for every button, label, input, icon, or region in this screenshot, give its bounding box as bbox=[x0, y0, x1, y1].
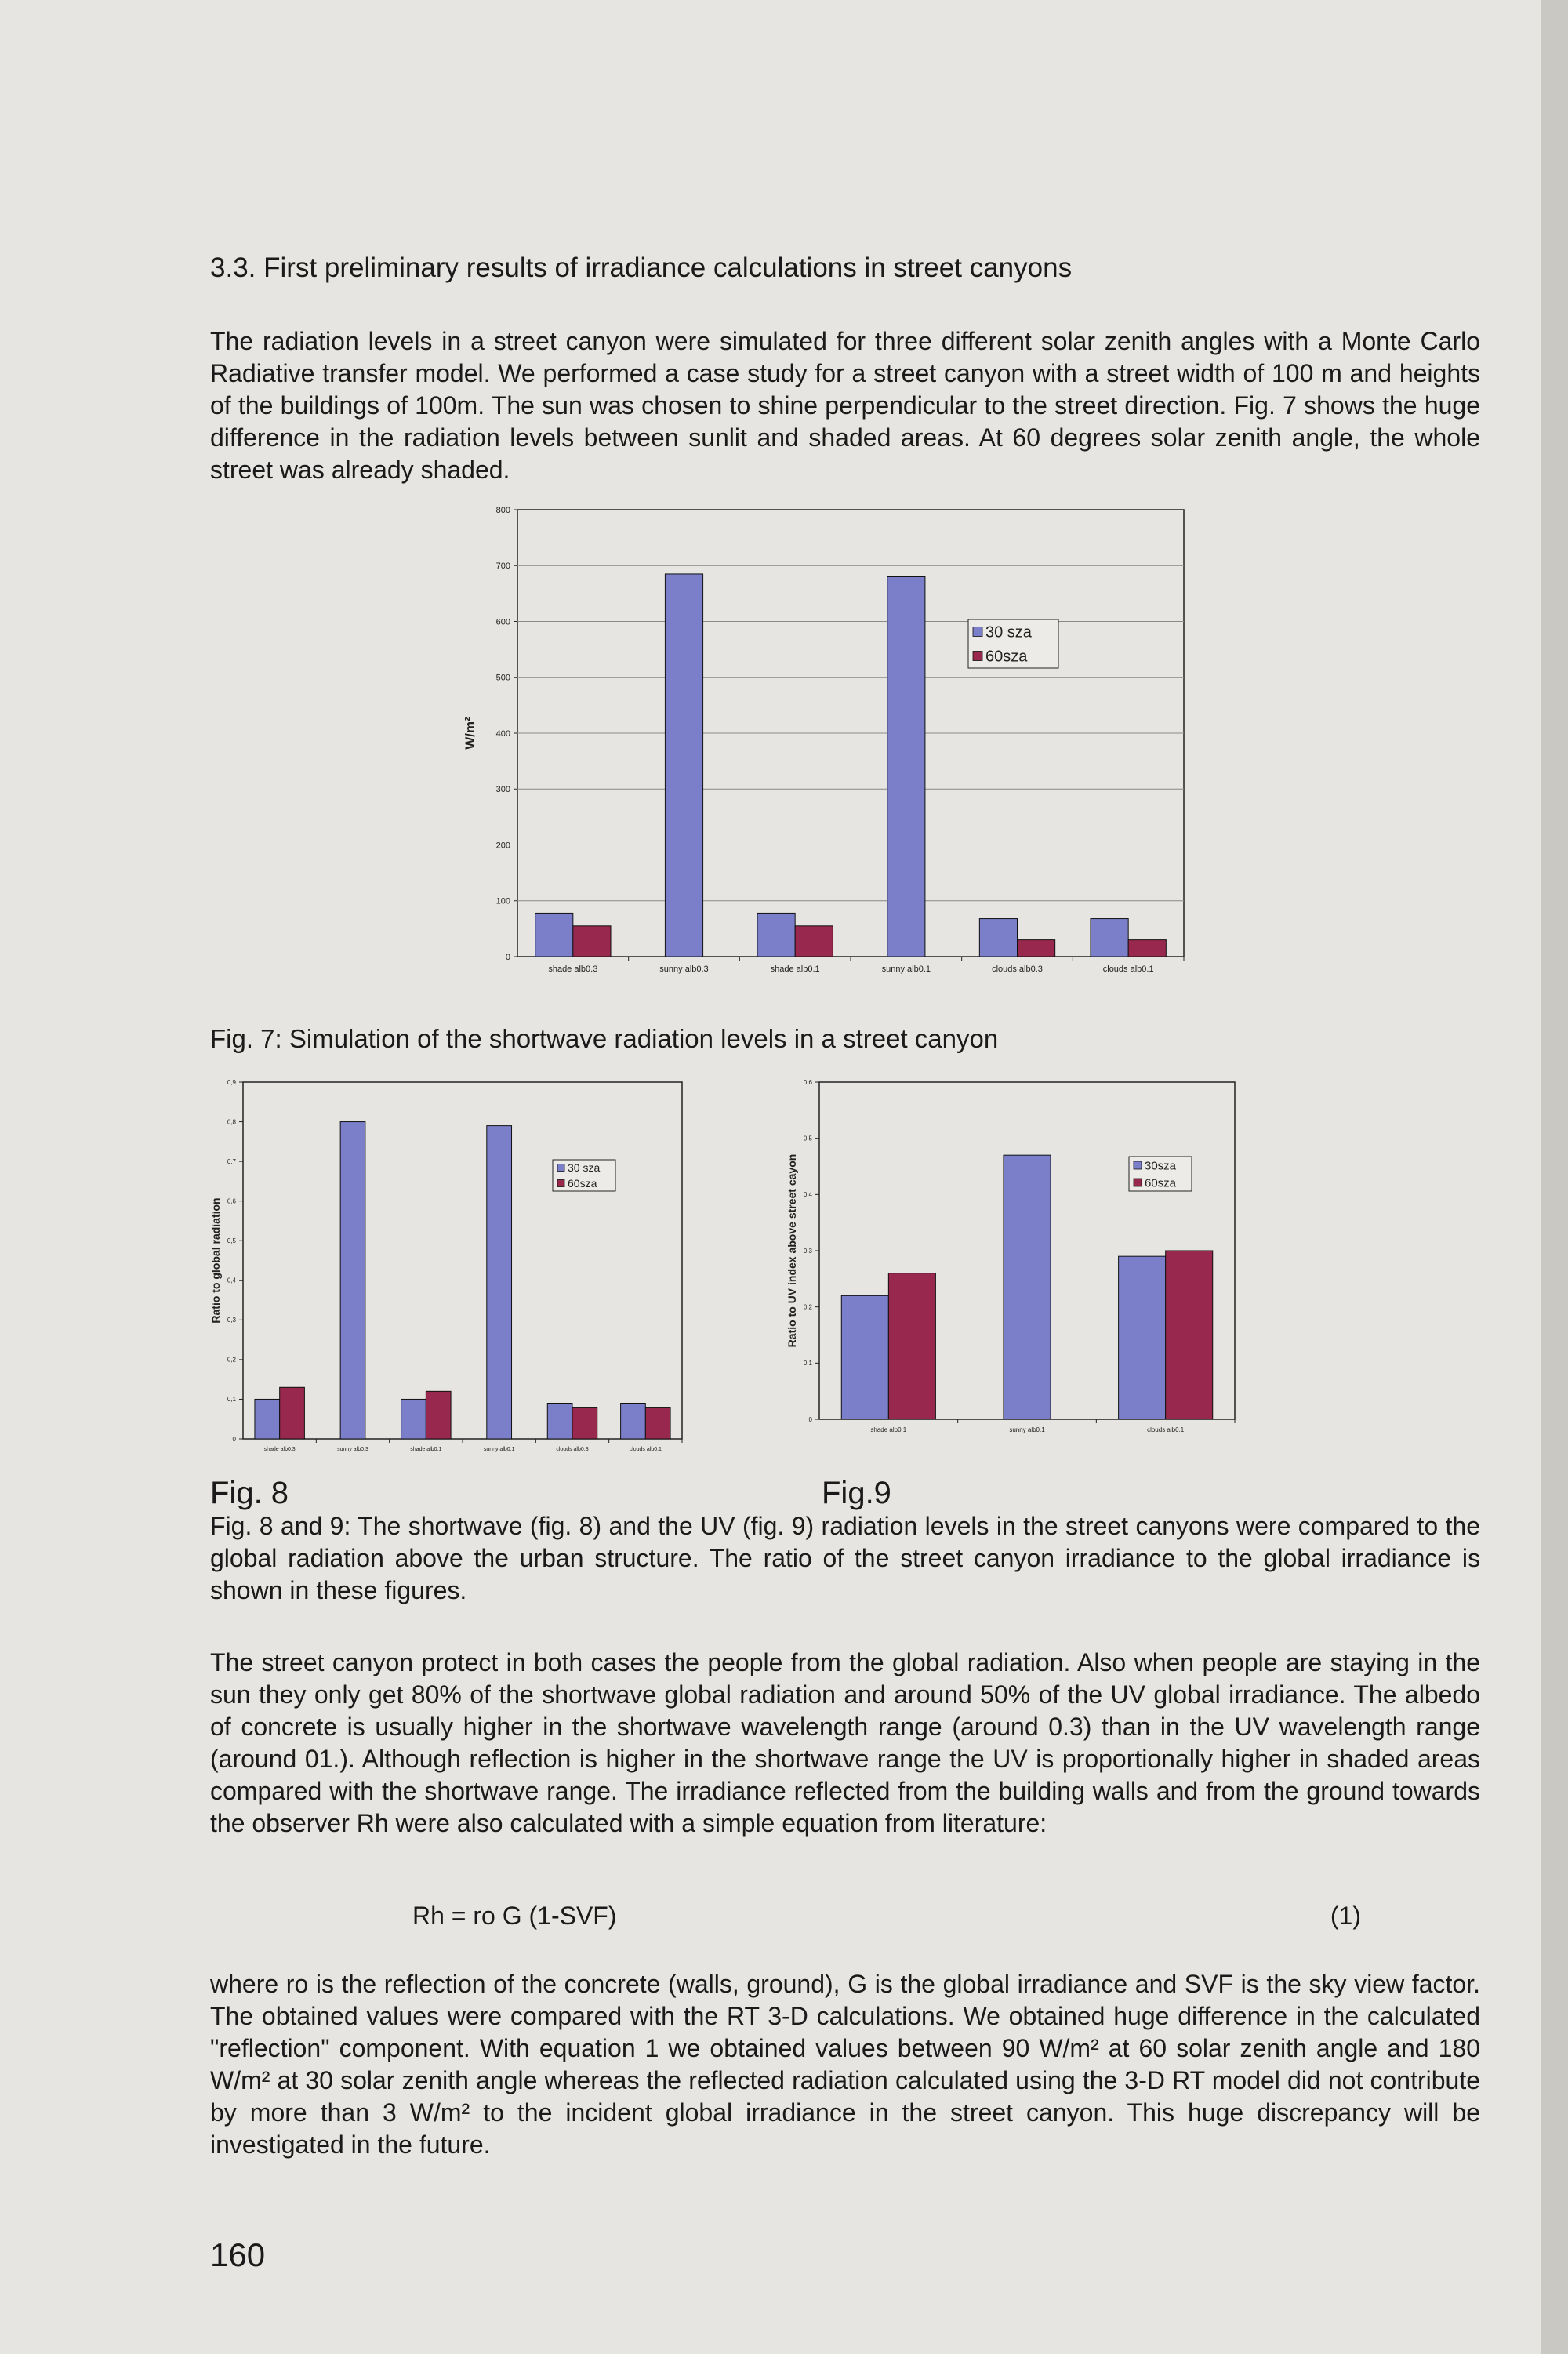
fig8-x-tick-label: sunny alb0.3 bbox=[337, 1447, 368, 1452]
fig8-x-tick-label: clouds alb0.1 bbox=[629, 1447, 662, 1452]
fig7-x-tick-label: clouds alb0.3 bbox=[992, 964, 1043, 974]
fig8-y-tick-label: 0,1 bbox=[227, 1396, 236, 1404]
fig9-y-tick-label: 0,4 bbox=[803, 1191, 812, 1199]
fig9-legend-label: 60sza bbox=[1145, 1176, 1177, 1190]
fig9-chart bbox=[764, 1078, 1250, 1455]
equation-number: (1) bbox=[1330, 1902, 1361, 1930]
fig8-chart bbox=[209, 1078, 698, 1470]
fig7-bar-series1 bbox=[887, 577, 925, 957]
fig8-bar-series1 bbox=[621, 1404, 646, 1440]
fig9-label: Fig.9 bbox=[822, 1476, 891, 1510]
fig7-legend-swatch bbox=[973, 627, 982, 637]
fig9-x-tick-label: sunny alb0.1 bbox=[1009, 1426, 1045, 1433]
fig9-y-tick-label: 0,1 bbox=[803, 1360, 812, 1368]
fig9-x-tick-label: shade alb0.1 bbox=[870, 1426, 907, 1433]
fig7-bar-series2 bbox=[795, 926, 833, 957]
fig8-y-tick-label: 0,3 bbox=[227, 1317, 236, 1324]
fig7-y-tick-label: 200 bbox=[495, 841, 510, 851]
fig7-bar-series1 bbox=[535, 913, 573, 957]
fig7-y-tick-label: 600 bbox=[495, 617, 510, 627]
fig8-y-tick-label: 0 bbox=[232, 1435, 236, 1443]
fig8-bar-series1 bbox=[340, 1122, 365, 1439]
fig9-bar-series2 bbox=[888, 1273, 935, 1419]
fig9-y-tick-label: 0 bbox=[808, 1415, 812, 1423]
fig8-plot-frame bbox=[243, 1082, 682, 1439]
fig8-x-tick-label: clouds alb0.3 bbox=[556, 1447, 589, 1452]
fig7-y-tick-label: 300 bbox=[495, 785, 510, 795]
fig7-bar-series1 bbox=[979, 919, 1017, 957]
fig8-bar-series1 bbox=[547, 1404, 572, 1440]
fig7-y-tick-label: 500 bbox=[495, 673, 510, 683]
fig7-x-tick-label: sunny alb0.3 bbox=[659, 964, 709, 974]
fig7-bar-series2 bbox=[1018, 940, 1055, 957]
fig8-bar-series1 bbox=[487, 1126, 512, 1439]
fig8-legend-label: 30 sza bbox=[568, 1161, 601, 1174]
fig8-y-tick-label: 0,7 bbox=[227, 1157, 236, 1165]
fig7-caption: Fig. 7: Simulation of the shortwave radiation levels in a street canyon bbox=[210, 1024, 999, 1053]
equation-text: Rh = ro G (1-SVF) bbox=[412, 1902, 617, 1930]
page-edge bbox=[1541, 0, 1568, 2354]
fig9-y-tick-label: 0,2 bbox=[803, 1303, 812, 1311]
fig7-y-axis-label: W/m² bbox=[463, 717, 477, 750]
fig7-bar-series1 bbox=[757, 913, 795, 957]
fig8-y-tick-label: 0,4 bbox=[227, 1277, 236, 1284]
fig7-bar-series2 bbox=[573, 926, 611, 957]
fig8-y-axis-label: Ratio to global radiation bbox=[209, 1197, 222, 1324]
fig7-y-tick-label: 400 bbox=[495, 728, 510, 739]
fig8-x-tick-label: shade alb0.3 bbox=[263, 1447, 296, 1452]
fig8-legend-label: 60sza bbox=[568, 1176, 597, 1190]
fig8-y-tick-label: 0,9 bbox=[227, 1078, 236, 1086]
fig8-9-caption: Fig. 8 and 9: The shortwave (fig. 8) and the UV (fig. 9) radiation levels in the street canyons were compared to the global radiation above the urban structure. The ratio of the street canyon irradiance to the global irradiance is shown in these figures. bbox=[210, 1512, 1480, 1604]
fig9-legend-swatch bbox=[1134, 1179, 1142, 1186]
paragraph-discussion: The street canyon protect in both cases the people from the global radiation. Also when people are staying in the sun they only get 80% of the shortwave global radiation and around 50% of the UV global irradiance. The albedo of concrete is usually higher in the shortwave wavelength range (around 0.3) than in the UV wavelength range (around 01.). Although reflection is higher in the shortwave range the UV is proportionally higher in shaded areas compared with the shortwave range. The irradiance reflected from the building walls and from the ground towards the observer Rh were also calculated with a simple equation from literature: bbox=[210, 1648, 1480, 1837]
fig9-y-axis-label: Ratio to UV index above street cayon bbox=[786, 1153, 798, 1348]
fig8-y-tick-label: 0,5 bbox=[227, 1237, 236, 1245]
fig7-y-tick-label: 100 bbox=[495, 896, 510, 906]
fig9-legend-label: 30sza bbox=[1145, 1159, 1177, 1173]
fig7-bar-series1 bbox=[1091, 919, 1128, 957]
fig8-y-tick-label: 0,8 bbox=[227, 1118, 236, 1126]
fig7-chart bbox=[439, 502, 1223, 980]
page-number: 160 bbox=[210, 2236, 266, 2273]
fig7-x-tick-label: sunny alb0.1 bbox=[881, 964, 931, 974]
fig7-bar-series1 bbox=[665, 574, 702, 957]
fig9-y-tick-label: 0,6 bbox=[803, 1078, 812, 1086]
fig7-legend-label: 60sza bbox=[985, 648, 1028, 666]
fig7-x-tick-label: shade alb0.3 bbox=[548, 964, 598, 974]
fig8-legend-swatch bbox=[557, 1164, 564, 1172]
fig9-bar-series2 bbox=[1166, 1251, 1213, 1419]
fig7-y-tick-label: 700 bbox=[495, 561, 510, 572]
fig7-bar-series2 bbox=[1128, 940, 1166, 957]
fig8-y-tick-label: 0,6 bbox=[227, 1197, 236, 1205]
fig8-y-tick-label: 0,2 bbox=[227, 1356, 236, 1364]
fig7-legend-label: 30 sza bbox=[985, 623, 1032, 641]
fig7-y-tick-label: 0 bbox=[505, 952, 510, 962]
fig8-bar-series2 bbox=[280, 1387, 305, 1439]
fig9-y-tick-label: 0,3 bbox=[803, 1247, 812, 1255]
fig8-label: Fig. 8 bbox=[210, 1476, 289, 1510]
fig7-y-tick-label: 800 bbox=[495, 505, 510, 515]
fig8-bar-series2 bbox=[426, 1391, 451, 1439]
fig7-legend-swatch bbox=[973, 652, 982, 661]
fig8-legend-swatch bbox=[557, 1180, 564, 1187]
fig9-bar-series1 bbox=[841, 1295, 888, 1419]
paragraph-conclusion: where ro is the reflection of the concrete (walls, ground), G is the global irradiance and SVF is the sky view factor. The obtained values were compared with the RT 3-D calculations. We obtained huge difference in the calculated "reflection" component. With equation 1 we obtained values between 90 W/m² at 60 solar zenith angle and 180 W/m² at 30 solar zenith angle whereas the reflected radiation calculated using the 3-D RT model did not contribute by more than 3 W/m² to the incident global irradiance in the street canyon. This huge discrepancy will be investigated in the future. bbox=[210, 1970, 1480, 2159]
fig8-x-tick-label: shade alb0.1 bbox=[410, 1447, 442, 1452]
fig9-legend-swatch bbox=[1134, 1161, 1142, 1169]
fig8-x-tick-label: sunny alb0.1 bbox=[483, 1447, 515, 1452]
fig9-bar-series1 bbox=[1004, 1155, 1051, 1419]
fig7-x-tick-label: clouds alb0.1 bbox=[1102, 964, 1154, 974]
fig9-bar-series1 bbox=[1119, 1256, 1166, 1419]
fig8-bar-series2 bbox=[572, 1408, 597, 1439]
fig8-bar-series2 bbox=[645, 1408, 670, 1439]
fig9-x-tick-label: clouds alb0.1 bbox=[1147, 1426, 1185, 1433]
fig8-bar-series1 bbox=[401, 1399, 426, 1439]
section-heading: 3.3. First preliminary results of irradiance calculations in street canyons bbox=[210, 252, 1073, 283]
fig8-bar-series1 bbox=[255, 1399, 280, 1439]
fig9-y-tick-label: 0,5 bbox=[803, 1135, 812, 1142]
paragraph-intro: The radiation levels in a street canyon were simulated for three different solar zenith angles with a Monte Carlo Radiative transfer model. We performed a case study for a street canyon with a street width of 100 m and heights of the buildings of 100m. The sun was chosen to shine perpendicular to the street direction. Fig. 7 shows the huge difference in the radiation levels between sunlit and shaded areas. At 60 degrees solar zenith angle, the whole street was already shaded. bbox=[210, 327, 1480, 484]
fig7-x-tick-label: shade alb0.1 bbox=[770, 964, 820, 974]
